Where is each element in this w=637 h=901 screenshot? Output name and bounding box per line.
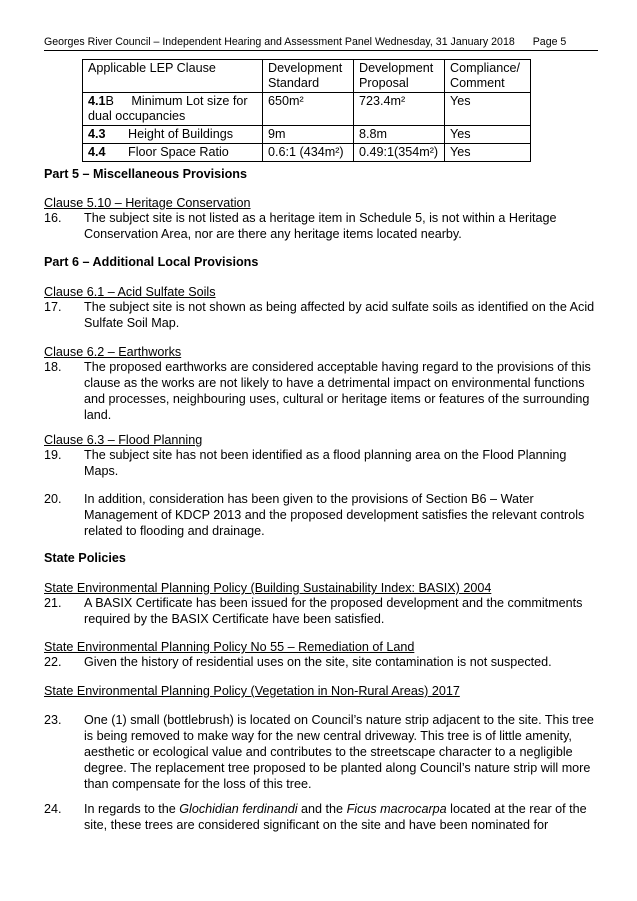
- clause-suffix: B: [105, 94, 114, 108]
- table-header-cell: Development Proposal: [354, 60, 445, 93]
- paragraph-24: [44, 801, 598, 833]
- clause-name: Height of Buildings: [128, 127, 234, 141]
- table-cell: 0.6:1 (434m²): [263, 144, 354, 162]
- clause-6-1-heading: Clause 6.1 – Acid Sulfate Soils: [44, 285, 216, 299]
- clause-5-10-heading: Clause 5.10 – Heritage Conservation: [44, 196, 251, 210]
- paragraph-text: A BASIX Certificate has been issued for the proposed development and the commitments required by the BASIX Certificate have been satisfied.: [84, 596, 583, 626]
- paragraph-19: [44, 447, 598, 479]
- vegetation-heading: State Environmental Planning Policy (Vegetation in Non-Rural Areas) 2017: [44, 684, 460, 698]
- header-title: Georges River Council – Independent Hearing and Assessment Panel Wednesday, 31 January 2018: [44, 36, 515, 48]
- lep-clause-table: [82, 59, 531, 162]
- table-cell: Yes: [445, 144, 531, 162]
- paragraph-text: The proposed earthworks are considered acceptable having regard to the provisions of this clause as the works are not likely to have a detrimental impact on environmental functions and processes, neighbouring uses, cultural or heritage items or features of the surrounding land.: [84, 360, 591, 422]
- paragraph-23: [44, 712, 598, 792]
- paragraph-number: 23.: [44, 713, 62, 727]
- paragraph-number: 17.: [44, 300, 62, 314]
- paragraph-22: [44, 654, 598, 670]
- part5-heading: Part 5 – Miscellaneous Provisions: [44, 167, 247, 181]
- paragraph-number: 16.: [44, 211, 62, 225]
- paragraph-21: [44, 595, 598, 627]
- paragraph-number: 24.: [44, 802, 62, 816]
- clause-name-cont: dual occupancies: [88, 109, 186, 123]
- state-policies-heading: State Policies: [44, 551, 126, 565]
- species-name: Glochidian ferdinandi: [179, 802, 298, 816]
- clause-6-2-heading: Clause 6.2 – Earthworks: [44, 345, 182, 359]
- table-cell: [83, 126, 263, 144]
- table-header-cell: Applicable LEP Clause: [83, 60, 263, 93]
- paragraph-number: 20.: [44, 492, 62, 506]
- paragraph-text: One (1) small (bottlebrush) is located on Council’s nature strip adjacent to the site. This tree is being removed to make way for the new central driveway. This tree is of little amenity, aesthetic or ecological value and contributes to the streetscape character to a negligible degree. The replacement tree proposed to be planted along Council’s nature strip will more than compensate for the loss of this tree.: [84, 713, 594, 791]
- page-header: [44, 36, 598, 51]
- paragraph-17: [44, 299, 598, 331]
- table-cell: 723.4m²: [354, 93, 445, 126]
- paragraph-20: [44, 491, 598, 539]
- species-name: Ficus macrocarpa: [346, 802, 447, 816]
- table-header-cell: Development Standard: [263, 60, 354, 93]
- table-cell: 650m²: [263, 93, 354, 126]
- table-cell: [83, 144, 263, 162]
- paragraph-16: [44, 210, 598, 242]
- clause-number: 4.1: [88, 94, 106, 108]
- paragraph-text: In regards to the Glochidian ferdinandi and the Ficus macrocarpa located at the rear of the site, these trees are considered significant on the site and have been nominated for: [84, 802, 587, 832]
- paragraph-number: 21.: [44, 596, 62, 610]
- table-header-row: [83, 60, 531, 93]
- paragraph-18: [44, 359, 598, 423]
- paragraph-text: Given the history of residential uses on the site, site contamination is not suspected.: [84, 655, 552, 669]
- table-row: [83, 93, 531, 126]
- paragraph-text: The subject site has not been identified as a flood planning area on the Flood Planning Maps.: [84, 448, 567, 478]
- part6-heading: Part 6 – Additional Local Provisions: [44, 255, 259, 269]
- table-cell: 9m: [263, 126, 354, 144]
- basix-heading: State Environmental Planning Policy (Building Sustainability Index: BASIX) 2004: [44, 581, 492, 595]
- clause-name: Floor Space Ratio: [128, 145, 229, 159]
- paragraph-text: The subject site is not listed as a heritage item in Schedule 5, is not within a Heritage Conservation Area, nor are there any heritage items located nearby.: [84, 211, 557, 241]
- table-cell: 8.8m: [354, 126, 445, 144]
- table-cell: Yes: [445, 126, 531, 144]
- paragraph-text: In addition, consideration has been given to the provisions of Section B6 – Water Management of KDCP 2013 and the proposed development satisfies the relevant controls related to flooding and drainage.: [84, 492, 585, 538]
- paragraph-number: 18.: [44, 360, 62, 374]
- page-number: Page 5: [532, 36, 567, 48]
- table-header-cell: Compliance/ Comment: [445, 60, 531, 93]
- table-cell: Yes: [445, 93, 531, 126]
- clause-name: Minimum Lot size for: [131, 94, 248, 108]
- clause-number: 4.4: [88, 145, 106, 159]
- table-row: [83, 144, 531, 162]
- paragraph-text: The subject site is not shown as being affected by acid sulfate soils as identified on the Acid Sulfate Soil Map.: [84, 300, 595, 330]
- table-cell: 0.49:1(354m²): [354, 144, 445, 162]
- clause-number: 4.3: [88, 127, 106, 141]
- paragraph-number: 22.: [44, 655, 62, 669]
- sepp55-heading: State Environmental Planning Policy No 55 – Remediation of Land: [44, 640, 415, 654]
- table-row: [83, 126, 531, 144]
- clause-6-3-heading: Clause 6.3 – Flood Planning: [44, 433, 203, 447]
- paragraph-number: 19.: [44, 448, 62, 462]
- table-cell: [83, 93, 263, 126]
